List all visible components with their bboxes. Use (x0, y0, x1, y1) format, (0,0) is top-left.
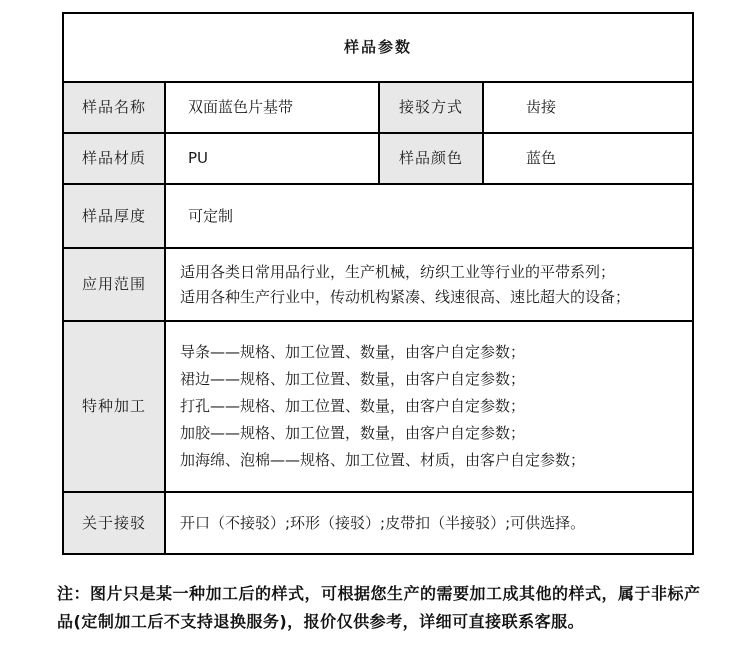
table-row (63, 492, 693, 554)
table-row (63, 184, 693, 248)
special-processing-line: 裙边——规格、加工位置、数量，由客户自定参数； (180, 370, 526, 388)
value-joint-method: 齿接 (483, 82, 693, 133)
application-range-line: 适用各类日常用品行业，生产机械，纺织工业等行业的平带系列； (180, 262, 616, 281)
label-about-joint: 关于接驳 (63, 492, 165, 554)
table-row (63, 321, 693, 492)
label-application-range: 应用范围 (63, 248, 165, 321)
table-title: 样品参数 (63, 13, 693, 82)
value-sample-thickness: 可定制 (165, 184, 693, 248)
label-sample-thickness: 样品厚度 (63, 184, 165, 248)
special-processing-line: 加海绵、泡棉——规格、加工位置、材质，由客户自定参数； (180, 451, 586, 469)
label-sample-color: 样品颜色 (379, 133, 483, 184)
value-sample-material: PU (165, 133, 379, 184)
label-special-processing: 特种加工 (63, 321, 165, 492)
value-sample-color: 蓝色 (483, 133, 693, 184)
value-sample-name: 双面蓝色片基带 (165, 82, 379, 133)
application-range-line: 适用各种生产行业中，传动机构紧凑、线速很高、速比超大的设备； (180, 287, 631, 306)
table-row (63, 82, 693, 133)
footer-note: 注：图片只是某一种加工后的样式，可根据您生产的需要加工成其他的样式，属于非标产品(定制加工后不支持退换服务)，报价仅供参考，详细可直接联系客服。 (57, 584, 701, 631)
special-processing-line: 加胶——规格、加工位置，数量，由客户自定参数； (180, 424, 526, 442)
table-row (63, 248, 693, 321)
value-about-joint: 开口（不接驳）;环形（接驳）;皮带扣（半接驳）;可供选择。 (165, 492, 693, 554)
table-row (63, 133, 693, 184)
label-sample-material: 样品材质 (63, 133, 165, 184)
title-row (63, 13, 693, 82)
sample-parameters-table (62, 12, 694, 555)
value-special-processing (165, 321, 693, 492)
label-joint-method: 接驳方式 (379, 82, 483, 133)
special-processing-line: 打孔——规格、加工位置、数量，由客户自定参数； (180, 397, 526, 415)
value-application-range (165, 248, 693, 321)
label-sample-name: 样品名称 (63, 82, 165, 133)
special-processing-line: 导条——规格、加工位置、数量，由客户自定参数； (180, 343, 526, 361)
